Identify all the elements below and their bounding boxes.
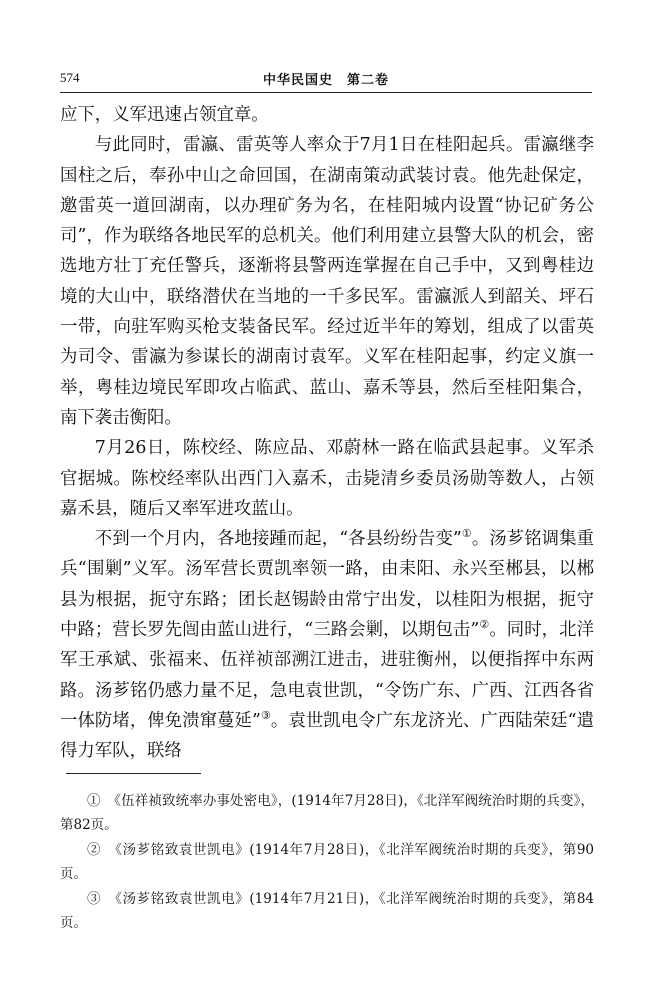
paragraph	[60, 524, 594, 766]
footnote-ref[interactable]: ②	[479, 618, 490, 632]
page-header	[60, 66, 592, 93]
paragraph-continuation: 应下，义军迅速占领宜章。	[60, 105, 269, 125]
paragraph-text: 。同时，北洋军王承斌、张福来、伍祥祯部溯江进击，进驻衡州，以便指挥中东两路。汤芗铭仍感力量不足，急电袁世凯，“令饬广东、广西、江西各省一体防堵，俾免溃窜蔓延”	[60, 620, 594, 731]
running-title: 中华民国史 第二卷	[262, 73, 389, 88]
footnote: ② 《汤芗铭致袁世凯电》(1914年7月28日)，《北洋军阀统治时期的兵变》，第90页。	[60, 842, 594, 882]
footnote-ref[interactable]: ①	[461, 527, 472, 541]
paragraph-text: 。袁世凯电令广东龙济光、广西陆荣廷“遣得力军队，联络	[60, 710, 594, 762]
body-text	[60, 100, 594, 767]
footnotes	[60, 790, 594, 937]
footnote: ① 《伍祥祯致统率办事处密电》，(1914年7月28日)，《北洋军阀统治时期的兵变》，第82页。	[60, 793, 594, 833]
paragraph: 7月26日，陈校经、陈应品、邓蔚林一路在临武县起事。义军杀官据城。陈校经率队出西门入嘉禾，击毙清乡委员汤勋等数人，占领嘉禾县，随后又率军进攻蓝山。	[60, 438, 594, 519]
footnote-ref[interactable]: ③	[260, 709, 271, 723]
paragraph-text: 。汤芗铭调集重兵“围剿”义军。汤军营长贾凯率领一路，由耒阳、永兴至郴县，以郴县为根据，扼守东路；团长赵锡龄由常宁出发，以桂阳为根据，扼守中路；营长罗先闿由蓝山进行，“三路会剿，以期包击”	[60, 529, 594, 641]
footnote-divider	[66, 773, 201, 774]
footnote: ③ 《汤芗铭致袁世凯电》(1914年7月21日)，《北洋军阀统治时期的兵变》，第84页。	[60, 891, 594, 931]
paragraph-text: 不到一个月内，各地接踵而起，“各县纷纷告变”	[94, 529, 462, 550]
paragraph: 与此同时，雷瀛、雷英等人率众于7月1日在桂阳起兵。雷瀛继李国柱之后，奉孙中山之命回国，在湖南策动武装讨袁。他先赴保定，邀雷英一道回湖南，以办理矿务为名，在桂阳城内设置“协记矿务公司”，作为联络各地民军的总机关。他们利用建立县警大队的机会，密选地方壮丁充任警兵，逐渐将县警两连掌握在自己手中，又到粤桂边境的大山中，联络潜伏在当地的一千多民军。雷瀛派人到韶关、坪石一带，向驻军购买枪支装备民军。经过近半年的筹划，组成了以雷英为司令、雷瀛为参谋长的湖南讨袁军。义军在桂阳起事，约定义旗一举，粤桂边境民军即攻占临武、蓝山、嘉禾等县，然后至桂阳集合，南下袭击衡阳。	[60, 135, 594, 428]
page-number: 574	[60, 70, 80, 85]
